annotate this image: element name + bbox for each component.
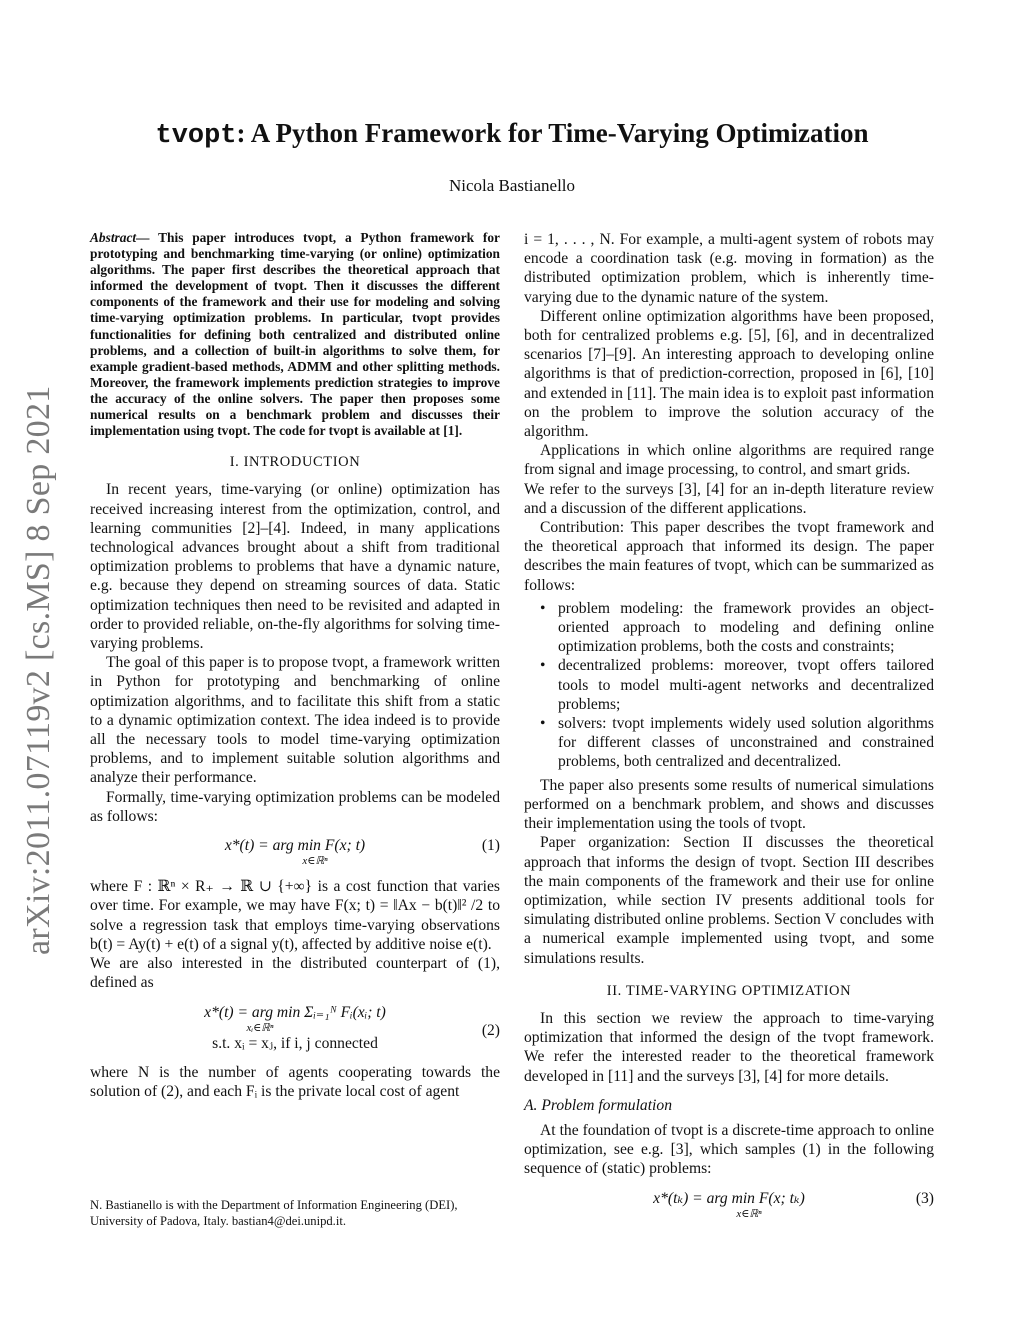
- right-paragraph-3: Applications in which online algorithms are required range from signal and image processing, to control, and smart grids.: [524, 442, 934, 479]
- equation-1: [90, 836, 500, 867]
- left-column: [90, 230, 500, 1101]
- feature-item-solvers: • solvers: tvopt implements widely used solution algorithms for different classes of unconstrained and constrained problems, both centralized and decentralized.: [524, 714, 934, 772]
- intro-paragraph-5: We are also interested in the distributed counterpart of (1), defined as: [90, 955, 500, 992]
- intro-paragraph-2: The goal of this paper is to propose tvopt, a framework written in Python for prototyping and benchmarking of online optimization algorithms, and to facilitate this shift from a static to a dynamic optimization context. The idea indeed is to provide all the necessary tools to model time-varying optimization problems, and to implement suitable solution algorithms and analyze their performance.: [90, 654, 500, 787]
- right-paragraph-2: Different online optimization algorithms have been proposed, both for centralized problems e.g. [5], [6], and in decentralized scenarios [7]–[9]. An interesting approach to developing online algorithms is that of prediction-correction, proposed in [6], [10] and extended in [11]. The main idea is to exploit past information on the problem to improve the solution accuracy of the algorithm.: [524, 307, 934, 441]
- right-paragraph-4: We refer to the surveys [3], [4] for an in-depth literature review and a discussion of the different applications.: [524, 480, 934, 517]
- organization-paragraph: Paper organization: Section II discusses the theoretical approach that informs the design of tvopt. Section III describes the main components of the framework and their use for online optimization, while section IV presents additional tools for simulating distributed online problems. Section V concludes with a numerical example implemented using tvopt, and some simulations results.: [524, 834, 934, 967]
- feature-item-decentralized: • decentralized problems: moreover, tvopt offers tailored tools to model multi-agent networks and decentralized problems;: [524, 656, 934, 714]
- title-code: tvopt: [155, 121, 237, 151]
- equation-2: [90, 1003, 500, 1053]
- equation-1-number: (1): [481, 837, 500, 855]
- equation-3-sub: x∈ℝⁿ: [736, 1207, 762, 1220]
- paper-title: [0, 118, 1024, 151]
- right-paragraph-8: In this section we review the approach to time-varying optimization that informed the design of the tvopt framework. We refer the interested reader to the theoretical framework developed in [11] and the surveys [3], [4] for more details.: [524, 1009, 934, 1085]
- intro-paragraph-4: where F : ℝⁿ × R₊ → ℝ ∪ {+∞} is a cost function that varies over time. For example, we may have F(x; t) = ‖Ax − b(t)‖² /2 to solve a regression task that employs time-varying observations b(t) = Ay(t) + e(t) of a signal y(t), affected by additive noise e(t).: [90, 878, 500, 953]
- abstract: [90, 230, 500, 439]
- equation-3-body: x*(tₖ) = arg min F(x; tₖ): [653, 1189, 805, 1207]
- author: Nicola Bastianello: [448, 176, 576, 195]
- equation-2-sub: xᵢ∈ℝⁿ: [246, 1021, 274, 1034]
- arxiv-stamp: arXiv:2011.07119v2 [cs.MS] 8 Sep 2021: [20, 385, 57, 955]
- right-column: [524, 230, 934, 1230]
- equation-2-line-2: s.t. xᵢ = xⱼ, if i, j connected: [212, 1034, 378, 1052]
- abstract-lead: Abstract—: [90, 230, 150, 245]
- intro-paragraph-3: Formally, time-varying optimization problems can be modeled as follows:: [90, 788, 500, 825]
- equation-2-line-1: x*(t) = arg min Σᵢ₌₁ᴺ Fᵢ(xᵢ; t): [204, 1003, 386, 1021]
- equation-1-body: x*(t) = arg min F(x; t): [224, 837, 366, 855]
- feature-item-problem-modeling: • problem modeling: the framework provides an object-oriented approach to modeling and defining online optimization problems, both the costs and constraints;: [524, 599, 934, 657]
- right-paragraph-6: The paper also presents some results of numerical simulations performed on a benchmark problem, and shows and discusses their implementation using the tools of tvopt.: [524, 776, 934, 833]
- footnote: N. Bastianello is with the Department of Information Engineering (DEI), University of Padova, Italy. bastian4@dei.unipd.it.: [90, 1198, 458, 1228]
- subsection-heading-problem-formulation: A. Problem formulation: [524, 1096, 672, 1114]
- right-paragraph-9: At the foundation of tvopt is a discrete-time approach to online optimization, see e.g. [3], which samples (1) in the following sequence of (static) problems:: [524, 1121, 934, 1178]
- equation-1-sub: x∈ℝⁿ: [302, 855, 328, 868]
- right-paragraph-1: i = 1, . . . , N. For example, a multi-agent system of robots may encode a coordination task (e.g. moving in formation) as the distributed optimization problem, which is inherently time-varying due to the dynamic nature of the system.: [524, 231, 934, 306]
- section-heading-introduction: I. INTRODUCTION: [229, 454, 361, 471]
- equation-3-number: (3): [915, 1189, 934, 1207]
- feature-list: [524, 599, 934, 772]
- title-rest: : A Python Framework for Time-Varying Optimization: [236, 118, 869, 148]
- contribution-paragraph: Contribution: This paper describes the tvopt framework and the theoretical approach that informed its design. The paper describes the main features of tvopt, which can be summarized as follows:: [524, 519, 934, 594]
- equation-3: [524, 1189, 934, 1220]
- equation-2-number: (2): [481, 1021, 500, 1039]
- abstract-text: This paper introduces tvopt, a Python framework for prototyping and benchmarking time-varying (or online) optimization algorithms. The paper first describes the theoretical approach that informed the development of tvopt. Then it discusses the different components of the framework and their use for modeling and solving time-varying optimization problems. In particular, tvopt provides functionalities for defining both centralized and distributed online problems, and a collection of built-in algorithms to solve them, for example gradient-based methods, ADMM and other splitting methods. Moreover, the framework implements prediction strategies to improve the accuracy of the online solvers. The paper then proposes some numerical results on a benchmark problem and discusses their implementation using tvopt. The code for tvopt is available at [1].: [90, 230, 500, 439]
- section-heading-time-varying: II. TIME-VARYING OPTIMIZATION: [606, 982, 852, 999]
- intro-paragraph-6: where N is the number of agents cooperating towards the solution of (2), and each Fᵢ is the private local cost of agent: [90, 1063, 500, 1101]
- intro-paragraph-1: In recent years, time-varying (or online) optimization has received increasing interest from the optimization, control, and learning communities [2]–[4]. Indeed, in many applications technological advances brought about a shift from traditional optimization problems to problems that have a dynamic nature, e.g. because they depend on streaming sources of data. Static optimization techniques then need to be revisited and adapted in order to provided reliable, on-the-fly algorithms for solving time-varying problems.: [90, 481, 500, 653]
